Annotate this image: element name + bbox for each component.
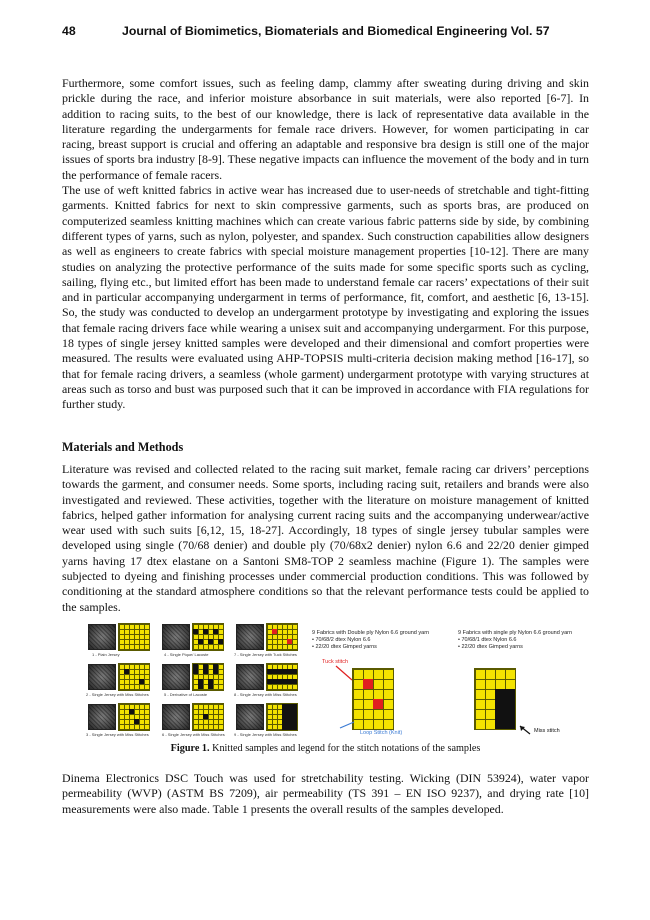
sample-photo-9: [236, 704, 264, 730]
page-number: 48: [62, 24, 76, 38]
loop-arrow-icon: [338, 720, 356, 730]
loop-stitch-label: Loop Stitch (Knit): [360, 730, 403, 736]
results-text: [62, 771, 589, 817]
sample-label-9: 9 - Single Jersey with Miss Stitches: [234, 732, 297, 737]
page-header: [62, 20, 588, 44]
intro-text: [62, 76, 589, 413]
paragraph-methods: Literature was revised and collected related to the racing suit market, female racing car drivers’ perceptions towards the garment, and consumer needs. Some sports, including racing suit, retailers and brands were also investigated and reviewed. These activities, together with the literature on moisture management of knitted fabrics, helped gather information for analysing current racing suits and the accompanying underwear/active wear used with such suits [6,12, 15, 18-27]. Accordingly, 18 types of single jersey tubular samples were developed using single (70/68 denier) and double ply (70/68x2 denier) nylon 6.6 and 22/20 denier gimped yarns having 17 dtex elastane on a Santoni SM8-TOP 2 seamless machine (Figure 1). The samples were subjected to dyeing and finishing processes under commercial production conditions. This was followed by conditioning at the standard atmosphere conditions so that the relevant performance tests could be applied to the samples.: [62, 462, 589, 614]
figure-1: [84, 620, 584, 740]
sample-label-4: 4 - Single Pique/ Lacoste: [164, 652, 209, 657]
sample-photo-8: [236, 664, 264, 690]
miss-arrow-icon: [518, 724, 532, 736]
sample-label-5: 5 - Derivative of Lacoste: [164, 692, 208, 697]
stitch-grid-6: [192, 703, 224, 731]
section-heading: Materials and Methods: [62, 440, 184, 454]
sample-label-3: 3 - Single Jersey with Miss Stitches: [86, 732, 149, 737]
tuck-arrow-icon: [334, 664, 354, 684]
legend-double-ply: 9 Fabrics with Double ply Nylon 6.6 ground yarn • 70/68/2 dtex Nylon 6.6 • 22/20 dtex Gimped yarns: [312, 630, 430, 650]
stitch-grid-2: [118, 663, 150, 691]
sample-label-7: 7 - Single Jersey with Tuck Stitches: [234, 652, 297, 657]
sample-photo-2: [88, 664, 116, 690]
sample-label-8: 8 - Single Jersey with Miss Stitches: [234, 692, 297, 697]
figure-caption: [62, 743, 589, 754]
methods-text: [62, 462, 589, 615]
legend-grid-single: [474, 668, 516, 730]
legend-single-ply: 9 Fabrics with single ply Nylon 6.6 ground yarn • 70/68/1 dtex Nylon 6.6 • 22/20 dtex Gimped yarns: [458, 630, 573, 650]
sample-label-1: 1 - Plain Jersey: [92, 652, 120, 657]
stitch-grid-8: [266, 663, 298, 691]
tuck-stitch-label: Tuck stitch: [322, 659, 349, 665]
journal-title: Journal of Biomimetics, Biomaterials and Biomedical Engineering Vol. 57: [122, 24, 550, 38]
sample-photo-6: [162, 704, 190, 730]
legend-grid-double: [352, 668, 394, 730]
stitch-grid-4: [192, 623, 224, 651]
sample-label-2: 2 - Single Jersey with Miss Stitches: [86, 692, 149, 697]
sample-label-6: 6 - Single Jersey with Miss Stitches: [162, 732, 225, 737]
paragraph-testing: Dinema Electronics DSC Touch was used for stretchability testing. Wicking (DIN 53924), water vapor permeability (WVP) (ASTM BS 7209), air permeability (TS 391 – EN ISO 9237), and drying rate [10] measurements were also made. Table 1 presents the overall results of the samples developed.: [62, 771, 589, 816]
stitch-grid-9: [266, 703, 298, 731]
stitch-grid-3: [118, 703, 150, 731]
sample-photo-4: [162, 624, 190, 650]
caption-text: Knitted samples and legend for the stitch notations of the samples: [209, 743, 481, 754]
sample-photo-1: [88, 624, 116, 650]
paragraph-comfort: Furthermore, some comfort issues, such as feeling damp, clammy after sweating during driving and skin prickle during the race, and inferior moisture absorbance in suit materials, were also reported [6-7]. In addition to racing suits, to the best of our knowledge, there is lack of representative data available in the literature regarding the undergarments for female race drivers. However, for women participating in car racing, breast support is crucial and offering an adaptable and responsive bra design is still one of the major issues of sports bra industry [8-9]. These negative impacts can influence the movement of the body and in turn the performance of female racers.: [62, 76, 589, 182]
stitch-grid-1: [118, 623, 150, 651]
paragraph-knitted-fabrics: The use of weft knitted fabrics in active wear has increased due to user-needs of stretchable and tight-fitting garments. Knitted fabrics for next to skin compressive garments, such as sports bras, are produced on computerized seamless knitting machines which can create various fabric patterns side by side, by combining different types of yarns, such as nylon, polyester, and spandex. Such construction capabilities allow designers as well as engineers to create fabrics with special moisture management properties [10-12]. There are many studies on analyzing the protective performance of the suits made for some specific sports such as cycling, sailing, flying etc., but limited effort has been made to understand female car racers’ expectations of their suit and in particular accompanying undergarment in terms of performance, fit, comfort, and aesthetic [6, 13-15]. So, the study was conducted to develop an undergarment prototype by investigating and exploring the issues that female racing drivers face while wearing a unisex suit and accompanying undergarment. For this purpose, 18 types of single jersey knitted samples were developed and their dimensional and comfort properties were measured. The results were evaluated using AHP-TOPSIS multi-criteria decision making method [16-17], so that for female racing drivers, a seamless (whole garment) undergarment prototype with varying structures at areas such as torso and bust was purposed such that it can be improved in accordance with FIA regulations for further study.: [62, 183, 589, 412]
miss-stitch-label: Miss stitch: [534, 728, 560, 734]
sample-photo-5: [162, 664, 190, 690]
sample-photo-3: [88, 704, 116, 730]
caption-label: Figure 1.: [170, 743, 210, 754]
stitch-grid-7: [266, 623, 298, 651]
sample-photo-7: [236, 624, 264, 650]
stitch-grid-5: [192, 663, 224, 691]
